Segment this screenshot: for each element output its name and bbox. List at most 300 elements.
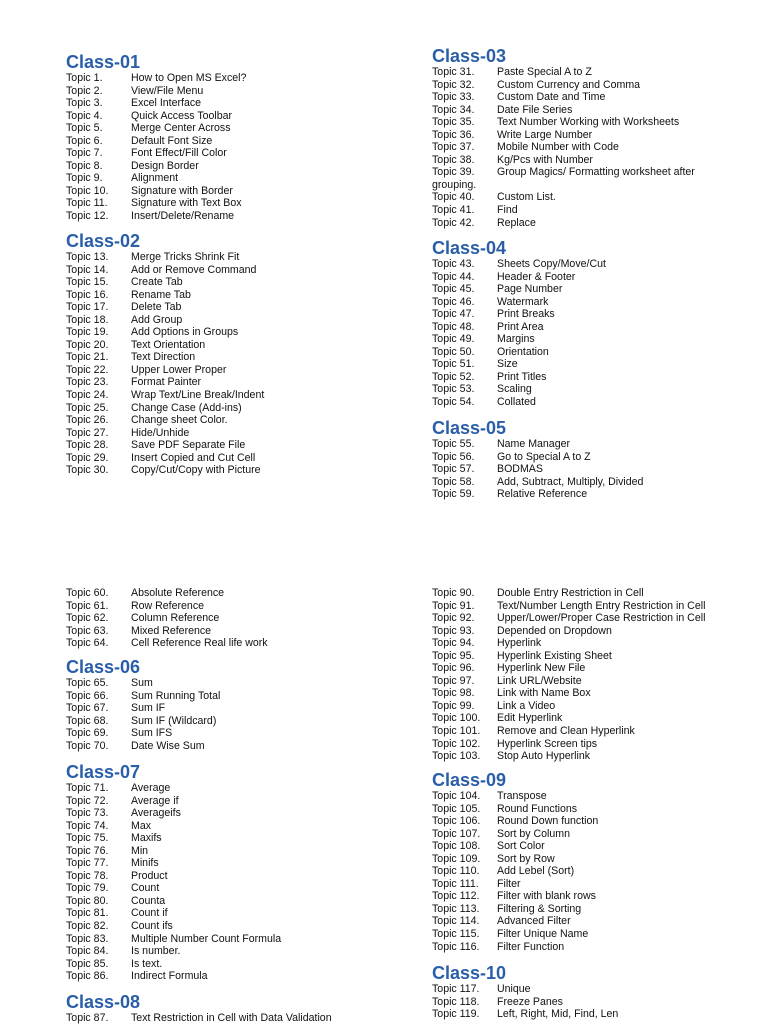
topic-number: Topic 68. — [66, 714, 109, 727]
class-05-heading: Class-05 — [432, 418, 507, 438]
topic-number: Topic 70. — [66, 739, 109, 752]
topic-number: Topic 8. — [66, 159, 103, 172]
topic-number: Topic 49. — [432, 333, 475, 346]
topic-number: Topic 29. — [66, 451, 109, 464]
topic-number: Topic 44. — [432, 270, 475, 283]
topic-number: Topic 22. — [66, 363, 109, 376]
topic-number: Topic 25. — [66, 401, 109, 414]
class-06-heading: Class-06 — [66, 657, 141, 677]
topic-number: Topic 5. — [66, 122, 103, 135]
topic-number: Topic 13. — [66, 251, 109, 263]
topic-number: Topic 51. — [432, 358, 475, 371]
topic-title: Save PDF Separate File — [131, 439, 246, 452]
topic-title: Sort Color — [497, 840, 545, 853]
class-02-topics — [66, 251, 265, 477]
topic-row — [432, 383, 532, 396]
topic-row — [432, 295, 549, 309]
topic-title: Indirect Formula — [131, 970, 208, 983]
topic-number: Topic 28. — [66, 439, 109, 452]
topic-title: Unique — [497, 983, 531, 995]
topic-row — [66, 907, 168, 920]
topic-row — [66, 451, 256, 465]
topic-title: Depended on Dropdown — [497, 624, 612, 637]
topic-title: Design Border — [131, 159, 199, 172]
topic-title: Default Font Size — [131, 134, 213, 147]
topic-title: Find — [497, 204, 518, 217]
topic-row — [432, 128, 593, 142]
topic-row — [432, 877, 521, 891]
topic-row — [432, 91, 606, 104]
topic-title: Round Down function — [497, 815, 599, 828]
topic-row — [432, 852, 555, 866]
topic-title: Sum IF (Wildcard) — [131, 714, 217, 727]
topic-number: Topic 10. — [66, 184, 109, 197]
topic-row — [432, 940, 565, 954]
topic-title: Excel Interface — [131, 97, 202, 110]
topic-number: Topic 45. — [432, 283, 475, 296]
topic-title: Filter Function — [497, 940, 565, 953]
topic-number: Topic 52. — [432, 370, 475, 383]
topic-row — [66, 288, 191, 302]
topic-row — [432, 865, 575, 878]
topic-title: Count if — [131, 907, 168, 920]
topic-title: Page Number — [497, 283, 563, 296]
topic-number: Topic 2. — [66, 84, 103, 97]
topic-title: Add Options in Groups — [131, 326, 239, 339]
topic-title: Count ifs — [131, 920, 173, 933]
column-bottom-right-2 — [432, 770, 599, 953]
topic-row — [432, 345, 549, 359]
topic-number: Topic 6. — [66, 134, 103, 147]
topic-row — [432, 438, 571, 451]
topic-number: Topic 12. — [66, 210, 109, 223]
topic-number: Topic 58. — [432, 475, 475, 488]
topic-number: Topic 103. — [432, 750, 481, 763]
topic-title: Sort by Column — [497, 827, 571, 840]
topic-row — [66, 263, 257, 277]
topic-title: Averageifs — [131, 807, 181, 820]
topic-row — [432, 475, 644, 489]
topic-title: Sheets Copy/Move/Cut — [497, 258, 606, 270]
topic-number: Topic 48. — [432, 320, 475, 333]
topic-row — [66, 401, 242, 415]
topic-number: Topic 55. — [432, 438, 475, 450]
topic-title: Link with Name Box — [497, 687, 591, 700]
topic-number: Topic 118. — [432, 995, 480, 1008]
topic-row — [66, 414, 228, 427]
topic-row — [432, 802, 578, 816]
topic-row — [432, 153, 593, 167]
topic-title: Insert/Delete/Rename — [131, 210, 235, 223]
topic-title: Sum IFS — [131, 727, 173, 740]
topic-title: How to Open MS Excel? — [131, 72, 247, 84]
topic-row — [66, 72, 247, 85]
topic-title: Print Breaks — [497, 308, 555, 321]
topic-title: Absolute Reference — [131, 587, 225, 599]
topic-row — [66, 677, 153, 690]
class-05-topics — [432, 438, 644, 501]
topic-number: Topic 30. — [66, 464, 109, 477]
topic-row — [432, 320, 544, 334]
topic-title: Hide/Unhide — [131, 426, 190, 439]
topic-title: Round Functions — [497, 802, 578, 815]
topic-row — [66, 97, 202, 110]
topic-row — [66, 819, 152, 833]
topic-title: Column Reference — [131, 612, 220, 625]
topic-number: Topic 99. — [432, 699, 475, 712]
topic-number: Topic 11. — [66, 197, 108, 210]
topic-number: Topic 73. — [66, 807, 109, 820]
topic-title: Average — [131, 782, 171, 794]
topic-number: Topic 116. — [432, 940, 480, 953]
topic-row — [432, 258, 606, 271]
topic-row — [432, 270, 576, 284]
topic-row — [432, 463, 543, 476]
topic-title: View/File Menu — [131, 84, 204, 97]
topic-title: Text Direction — [131, 351, 196, 364]
column-top-right-2 — [432, 238, 606, 409]
topic-number: Topic 64. — [66, 637, 109, 650]
topic-row — [66, 832, 162, 845]
topic-row — [66, 882, 160, 895]
topic-row — [66, 122, 231, 135]
topic-number: Topic 90. — [432, 587, 475, 599]
topic-title: Add Lebel (Sort) — [497, 865, 575, 878]
topic-row — [66, 439, 246, 452]
topic-title: Header & Footer — [497, 270, 576, 283]
topic-title: Double Entry Restriction in Cell — [497, 587, 644, 599]
topic-row — [432, 216, 536, 230]
topic-number: Topic 69. — [66, 727, 109, 740]
topic-title: Min — [131, 844, 149, 857]
topic-title: Collated — [497, 396, 536, 409]
topic-title: Multiple Number Count Formula — [131, 932, 282, 945]
topic-number: Topic 37. — [432, 141, 475, 154]
topic-row — [66, 338, 206, 352]
topic-number: Topic 17. — [66, 301, 109, 314]
topic-number: Topic 119. — [432, 1008, 480, 1021]
topic-title: Mobile Number with Code — [497, 141, 619, 154]
topic-title: Advanced Filter — [497, 915, 571, 928]
topic-title: Average if — [131, 794, 179, 807]
column-bottom-left-4 — [66, 992, 332, 1025]
topic-title: Quick Access Toolbar — [131, 109, 233, 122]
topic-number: Topic 81. — [66, 907, 109, 920]
topic-number: Topic 60. — [66, 587, 109, 599]
topic-title: Signature with Text Box — [131, 197, 242, 210]
topic-number: Topic 14. — [66, 263, 109, 276]
class-10-heading: Class-10 — [432, 963, 507, 983]
topic-row — [432, 450, 591, 464]
topic-number: Topic 82. — [66, 920, 109, 933]
topic-row — [432, 815, 599, 828]
topic-number: Topic 18. — [66, 313, 109, 326]
topic-title: Format Painter — [131, 376, 202, 389]
topic-number: Topic 86. — [66, 970, 109, 983]
topic-row — [66, 869, 168, 883]
topic-number: Topic 50. — [432, 345, 475, 358]
topic-number: Topic 61. — [66, 599, 109, 612]
topic-title: Stop Auto Hyperlink — [497, 750, 591, 763]
topic-title: Change sheet Color. — [131, 414, 228, 427]
topic-title: Name Manager — [497, 438, 571, 450]
topic-title: Date Wise Sum — [131, 739, 205, 752]
topic-title: Custom Date and Time — [497, 91, 606, 104]
topic-number: Topic 95. — [432, 649, 475, 662]
topic-title: Signature with Border — [131, 184, 233, 197]
topic-number: Topic 102. — [432, 737, 481, 750]
topic-number: Topic 110. — [432, 865, 480, 878]
topic-number: Topic 31. — [432, 66, 475, 78]
topic-title: Upper Lower Proper — [131, 363, 227, 376]
topic-row — [66, 932, 282, 946]
topic-number: Topic 43. — [432, 258, 475, 270]
topic-title: Remove and Clean Hyperlink — [497, 725, 635, 738]
column-bottom-left-3 — [66, 762, 282, 983]
class-01-heading: Class-01 — [66, 52, 141, 72]
topic-title: Filter — [497, 877, 521, 890]
topic-number: Topic 35. — [432, 116, 475, 129]
topic-row — [66, 464, 261, 477]
topic-number: Topic 84. — [66, 945, 109, 958]
topic-title: Link a Video — [497, 699, 556, 712]
topic-title: Hyperlink Existing Sheet — [497, 649, 612, 662]
topic-row — [66, 857, 159, 870]
topic-row — [432, 103, 573, 117]
column-top-right — [432, 46, 695, 229]
topic-title: Text Orientation — [131, 338, 206, 351]
topic-title: Insert Copied and Cut Cell — [131, 451, 256, 464]
topic-title: Text/Number Length Entry Restriction in Cell — [497, 599, 706, 612]
topic-row — [66, 945, 181, 958]
topic-title-continuation: grouping. — [432, 178, 477, 191]
topic-number: Topic 47. — [432, 308, 475, 321]
topic-number: Topic 117. — [432, 983, 480, 995]
topic-number: Topic 71. — [66, 782, 109, 794]
topic-number: Topic 106. — [432, 815, 481, 828]
topic-number: Topic 33. — [432, 91, 475, 104]
topic-number: Topic 3. — [66, 97, 103, 110]
topic-number: Topic 38. — [432, 153, 475, 166]
topic-row — [432, 370, 547, 384]
topic-number: Topic 26. — [66, 414, 109, 427]
topic-number: Topic 46. — [432, 295, 475, 308]
column-bottom-right-3 — [432, 963, 619, 1021]
topic-number: Topic 27. — [66, 426, 109, 439]
topic-number: Topic 66. — [66, 689, 109, 702]
topic-number: Topic 1. — [66, 72, 103, 84]
topic-row — [66, 363, 227, 377]
topic-row — [66, 689, 221, 703]
topic-title: Link URL/Website — [497, 674, 582, 687]
column-bottom-left-2 — [66, 657, 221, 752]
topic-number: Topic 20. — [66, 338, 109, 351]
class-07-topics — [66, 782, 282, 983]
topic-title: Print Area — [497, 320, 544, 333]
topic-row — [432, 1008, 619, 1021]
topic-number: Topic 15. — [66, 276, 109, 289]
topic-number: Topic 59. — [432, 488, 475, 501]
column-top-left — [66, 52, 247, 223]
topic-number: Topic 75. — [66, 832, 109, 845]
topic-number: Topic 114. — [432, 915, 480, 928]
topic-title: Orientation — [497, 345, 549, 358]
topic-number: Topic 72. — [66, 794, 109, 807]
topic-title: Product — [131, 869, 168, 882]
topic-title: Paste Special A to Z — [497, 66, 592, 78]
topic-number: Topic 40. — [432, 191, 475, 204]
class-08-topics — [66, 1012, 332, 1025]
topic-row — [66, 326, 239, 339]
topic-title: Merge Center Across — [131, 122, 231, 135]
topic-number: Topic 23. — [66, 376, 109, 389]
topic-number: Topic 54. — [432, 396, 475, 409]
topic-title: Hyperlink Screen tips — [497, 737, 598, 750]
topic-title: Sum IF — [131, 702, 166, 715]
topic-title: Filter with blank rows — [497, 890, 596, 903]
topic-number: Topic 34. — [432, 103, 475, 116]
topic-number: Topic 32. — [432, 78, 475, 91]
class-02-heading: Class-02 — [66, 231, 141, 251]
topic-title: Is text. — [131, 957, 163, 970]
topic-row — [432, 166, 695, 191]
topic-row — [66, 134, 213, 148]
topic-title: Group Magics/ Formatting worksheet after — [497, 166, 695, 179]
topic-number: Topic 85. — [66, 957, 109, 970]
topic-title: Font Effect/Fill Color — [131, 147, 227, 160]
topic-title: Count — [131, 882, 160, 895]
topic-number: Topic 65. — [66, 677, 109, 689]
topic-number: Topic 62. — [66, 612, 109, 625]
class-01-topics — [66, 72, 247, 223]
topic-row — [432, 78, 641, 92]
topic-title: Delete Tab — [131, 301, 182, 314]
class-09-topics — [432, 790, 599, 953]
topic-row — [66, 184, 233, 198]
topic-title: Kg/Pcs with Number — [497, 153, 593, 166]
topic-row — [432, 191, 556, 204]
topic-title: Minifs — [131, 857, 159, 870]
topic-title: Sort by Row — [497, 852, 555, 865]
topic-number: Topic 19. — [66, 326, 109, 339]
topic-number: Topic 108. — [432, 840, 481, 853]
topic-number: Topic 63. — [66, 624, 109, 637]
topic-title: Hyperlink New File — [497, 662, 586, 675]
topic-title: Is number. — [131, 945, 181, 958]
topic-number: Topic 9. — [66, 172, 103, 185]
topic-number: Topic 101. — [432, 725, 481, 738]
topic-title: Text Number Working with Worksheets — [497, 116, 680, 129]
topic-number: Topic 93. — [432, 624, 475, 637]
topic-title: Merge Tricks Shrink Fit — [131, 251, 240, 263]
topic-row — [432, 915, 571, 928]
topic-row — [66, 739, 205, 753]
topic-title: Hyperlink — [497, 637, 542, 650]
topic-number: Topic 39. — [432, 166, 475, 179]
topic-number: Topic 111. — [432, 877, 479, 890]
topic-row — [66, 807, 181, 820]
topic-title: Watermark — [497, 295, 549, 308]
topic-row — [432, 204, 518, 217]
topic-title: Transpose — [497, 790, 547, 802]
topic-title: Change Case (Add-ins) — [131, 401, 242, 414]
topic-number: Topic 78. — [66, 869, 109, 882]
topic-title: Go to Special A to Z — [497, 450, 591, 463]
topic-title: Edit Hyperlink — [497, 712, 563, 725]
topic-title: Relative Reference — [497, 488, 588, 501]
topic-row — [66, 957, 163, 971]
topic-row — [432, 66, 592, 79]
topic-number: Topic 74. — [66, 819, 109, 832]
topic-row — [66, 782, 171, 795]
topic-row — [66, 276, 183, 289]
topic-row — [66, 251, 240, 264]
class-03-heading: Class-03 — [432, 46, 507, 66]
topic-number: Topic 79. — [66, 882, 109, 895]
topic-number: Topic 36. — [432, 128, 475, 141]
topic-number: Topic 91. — [432, 599, 475, 612]
topic-number: Topic 107. — [432, 827, 481, 840]
topic-title: Mixed Reference — [131, 624, 212, 637]
class-06-topics — [66, 677, 221, 752]
topic-row — [66, 794, 179, 808]
topic-row — [432, 283, 563, 296]
topic-title: Add Group — [131, 313, 183, 326]
topic-row — [66, 727, 173, 740]
topic-row — [66, 147, 227, 160]
topic-row — [432, 358, 518, 371]
topic-row — [432, 488, 588, 501]
class-04-heading: Class-04 — [432, 238, 507, 258]
topic-row — [66, 894, 166, 908]
topic-row — [66, 714, 217, 728]
topic-number: Topic 57. — [432, 463, 475, 476]
topic-title: Create Tab — [131, 276, 183, 289]
topic-number: Topic 94. — [432, 637, 475, 650]
topic-title: Scaling — [497, 383, 532, 396]
topic-row — [66, 1012, 332, 1025]
topic-row — [66, 389, 265, 402]
topic-row — [432, 890, 596, 903]
topic-title: Copy/Cut/Copy with Picture — [131, 464, 261, 477]
class-07-heading: Class-07 — [66, 762, 141, 782]
topic-row — [66, 702, 166, 715]
topic-row — [66, 351, 196, 364]
topic-row — [66, 210, 235, 223]
topic-title: Add or Remove Command — [131, 263, 257, 276]
topic-title: Size — [497, 358, 518, 371]
topic-title: Cell Reference Real life work — [131, 637, 268, 650]
topic-title: Replace — [497, 216, 536, 229]
topic-row — [66, 109, 233, 123]
topic-number: Topic 97. — [432, 674, 475, 687]
topic-number: Topic 112. — [432, 890, 480, 903]
topic-number: Topic 104. — [432, 790, 481, 802]
class-09-heading: Class-09 — [432, 770, 507, 790]
topic-row — [432, 141, 619, 154]
topic-row — [432, 995, 563, 1009]
column-top-left-2 — [66, 231, 265, 477]
topic-row — [432, 840, 545, 853]
topic-row — [432, 116, 680, 129]
topic-row — [66, 159, 199, 173]
topic-row — [432, 333, 535, 346]
topic-number: Topic 115. — [432, 928, 480, 941]
topic-number: Topic 87. — [66, 1012, 109, 1024]
topic-title: Rename Tab — [131, 288, 191, 301]
topic-number: Topic 96. — [432, 662, 475, 675]
topic-number: Topic 109. — [432, 852, 481, 865]
